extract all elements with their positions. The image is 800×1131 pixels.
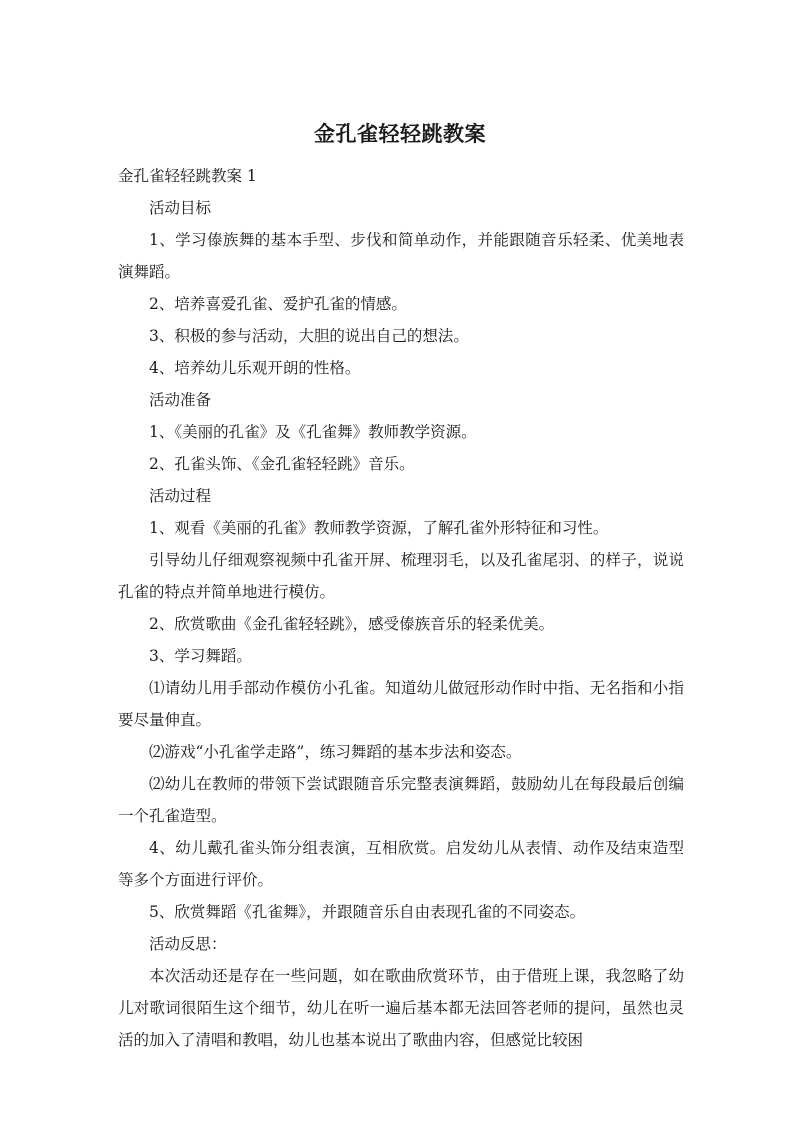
paragraph: ⑵游戏“小孔雀学走路”，练习舞蹈的基本步法和姿态。 [149, 743, 522, 761]
paragraph: 1、观看《美丽的孔雀》教师教学资源，了解孔雀外形特征和习性。 [149, 519, 609, 537]
paragraph: 2、欣赏歌曲《金孔雀轻轻跳》，感受傣族音乐的轻柔优美。 [149, 615, 555, 633]
paragraph: 1、学习傣族舞的基本手型、步伐和简单动作，并能跟随音乐轻柔、优美地表演舞蹈。 [118, 231, 684, 281]
paragraph: 5、欣赏舞蹈《孔雀舞》，并跟随音乐自由表现孔雀的不同姿态。 [149, 903, 586, 921]
paragraph: 4、培养幼儿乐观开朗的性格。 [149, 359, 361, 377]
paragraph: 4、幼儿戴孔雀头饰分组表演，互相欣赏。启发幼儿从表情、动作及结束造型等多个方面进行评价。 [118, 839, 684, 889]
paragraph: 1、《美丽的孔雀》及《孔雀舞》教师教学资源。 [149, 423, 477, 441]
document-title: 金孔雀轻轻跳教案 [314, 122, 486, 146]
section-heading-reflection: 活动反思： [149, 935, 227, 953]
section-heading-process: 活动过程 [149, 487, 212, 505]
lesson-subtitle: 金孔雀轻轻跳教案 1 [118, 167, 257, 185]
paragraph: ⑵幼儿在教师的带领下尝试跟随音乐完整表演舞蹈，鼓励幼儿在每段最后创编一个孔雀造型。 [118, 775, 684, 825]
paragraph: 引导幼儿仔细观察视频中孔雀开屏、梳理羽毛，以及孔雀尾羽、的样子，说说孔雀的特点并简单地进行模仿。 [118, 551, 684, 601]
paragraph: 3、学习舞蹈。 [149, 647, 252, 665]
paragraph: ⑴请幼儿用手部动作模仿小孔雀。知道幼儿做冠形动作时中指、无名指和小指要尽量伸直。 [118, 679, 684, 729]
paragraph: 2、培养喜爱孔雀、爱护孔雀的情感。 [149, 295, 407, 313]
paragraph: 本次活动还是存在一些问题，如在歌曲欣赏环节，由于借班上课，我忽略了幼儿对歌词很陌生这个细节，幼儿在听一遍后基本都无法回答老师的提问，虽然也灵活的加入了清唱和教唱，幼儿也基本说出了歌曲内容，但感觉比较困 [118, 967, 684, 1049]
document-body [118, 160, 684, 1056]
section-heading-goals: 活动目标 [149, 199, 212, 217]
paragraph: 3、积极的参与活动，大胆的说出自己的想法。 [149, 327, 469, 345]
paragraph: 2、孔雀头饰、《金孔雀轻轻跳》音乐。 [149, 455, 415, 473]
section-heading-preparation: 活动准备 [149, 391, 212, 409]
